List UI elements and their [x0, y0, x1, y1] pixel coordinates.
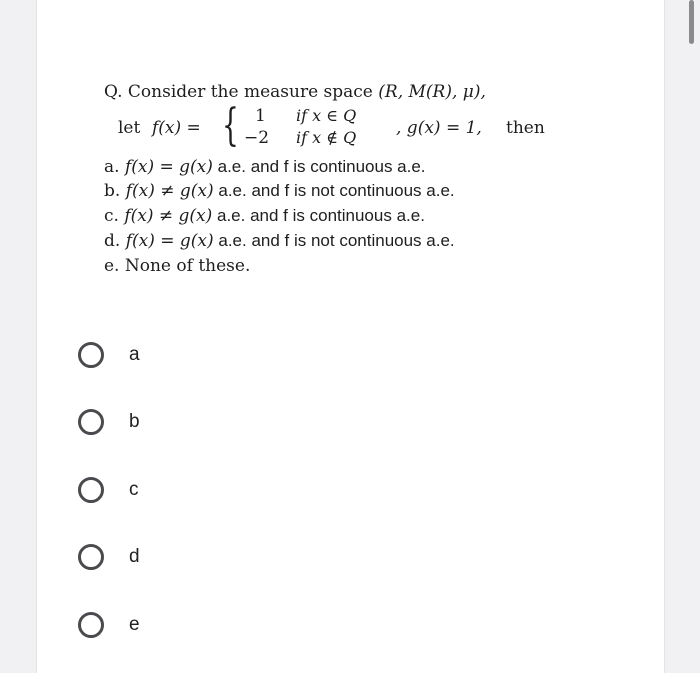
option-text-b: b. f(x) ≠ g(x) a.e. and f is not continuous a.e. — [104, 181, 455, 201]
choice-e[interactable] — [78, 608, 198, 642]
option-text-d: d. f(x) = g(x) a.e. and f is not continuous a.e. — [104, 231, 455, 251]
choice-a[interactable] — [78, 338, 198, 372]
radio-button-d[interactable] — [78, 544, 104, 570]
choice-label-e: e — [129, 614, 140, 635]
brace-symbol: { — [222, 100, 239, 151]
option-text-e: e. None of these. — [104, 256, 251, 276]
choice-label-a: a — [129, 344, 140, 365]
option-text-c: c. f(x) ≠ g(x) a.e. and f is continuous a.e. — [104, 206, 425, 226]
option-text-a: a. f(x) = g(x) a.e. and f is continuous a.e. — [104, 157, 426, 177]
choice-b[interactable] — [78, 405, 198, 439]
radio-button-c[interactable] — [78, 477, 104, 503]
scrollbar-thumb[interactable] — [689, 0, 694, 44]
choice-c[interactable] — [78, 473, 198, 507]
choice-label-c: c — [129, 479, 139, 500]
choice-label-d: d — [129, 546, 140, 567]
radio-button-e[interactable] — [78, 612, 104, 638]
radio-button-a[interactable] — [78, 342, 104, 368]
choice-d[interactable] — [78, 540, 198, 574]
question-line-1: Q. Consider the measure space (R, M(R), μ), — [104, 82, 486, 102]
choice-label-b: b — [129, 411, 140, 432]
radio-button-b[interactable] — [78, 409, 104, 435]
